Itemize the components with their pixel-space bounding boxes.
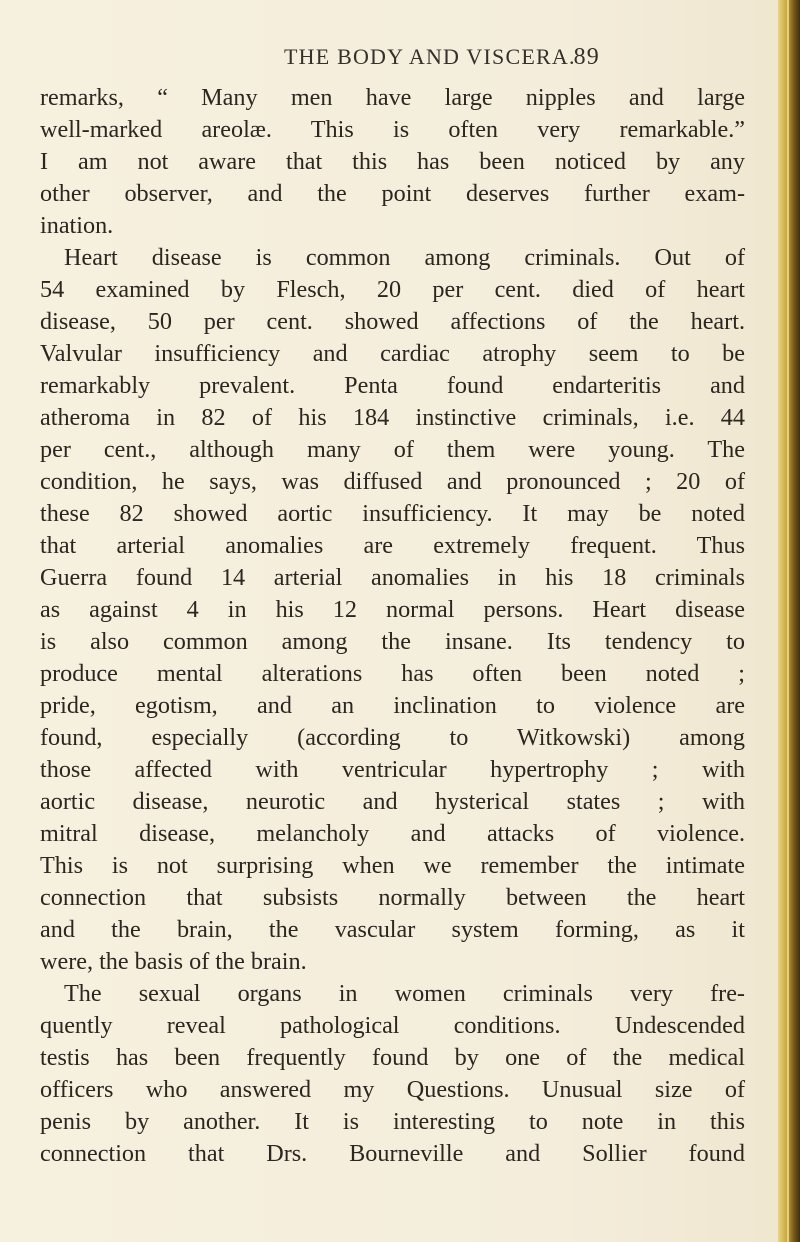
text-line: pride, egotism, and an inclination to violence are <box>40 692 745 719</box>
page-number: 89 <box>573 44 600 70</box>
text-line: Valvular insufficiency and cardiac atrophy seem to be <box>40 340 745 367</box>
text-line: disease, 50 per cent. showed affections of the heart. <box>40 308 745 335</box>
text-line: quently reveal pathological conditions. Undescended <box>40 1012 745 1039</box>
text-line: Heart disease is common among criminals. Out of <box>64 244 745 271</box>
text-line: and the brain, the vascular system forming, as it <box>40 916 745 943</box>
text-line: testis has been frequently found by one of the medical <box>40 1044 745 1071</box>
text-line: officers who answered my Questions. Unusual size of <box>40 1076 745 1103</box>
text-line: aortic disease, neurotic and hysterical states ; with <box>40 788 745 815</box>
text-line: The sexual organs in women criminals very fre- <box>64 980 745 1007</box>
gilt-page-edge <box>778 0 800 1242</box>
text-line: connection that subsists normally between the heart <box>40 884 745 911</box>
text-line: 54 examined by Flesch, 20 per cent. died of heart <box>40 276 745 303</box>
text-line: connection that Drs. Bourneville and Sollier found <box>40 1140 745 1167</box>
text-line: This is not surprising when we remember the intimate <box>40 852 745 879</box>
body-text <box>40 82 745 1170</box>
text-line: those affected with ventricular hypertrophy ; with <box>40 756 745 783</box>
text-line: I am not aware that this has been noticed by any <box>40 148 745 175</box>
text-line: found, especially (according to Witkowski) among <box>40 724 745 751</box>
text-line: these 82 showed aortic insufficiency. It may be noted <box>40 500 745 527</box>
text-line: as against 4 in his 12 normal persons. Heart disease <box>40 596 745 623</box>
text-line: is also common among the insane. Its tendency to <box>40 628 745 655</box>
text-line: penis by another. It is interesting to note in this <box>40 1108 745 1135</box>
text-line: atheroma in 82 of his 184 instinctive criminals, i.e. 44 <box>40 404 745 431</box>
text-line: well-marked areolæ. This is often very remarkable.” <box>40 116 745 143</box>
text-line: Guerra found 14 arterial anomalies in his 18 criminals <box>40 564 745 591</box>
text-line: remarks, “ Many men have large nipples and large <box>40 84 745 111</box>
text-line: produce mental alterations has often been noted ; <box>40 660 745 687</box>
page-edge-highlight <box>787 0 789 1242</box>
text-line: remarkably prevalent. Penta found endarteritis and <box>40 372 745 399</box>
text-line: that arterial anomalies are extremely frequent. Thus <box>40 532 745 559</box>
text-line: condition, he says, was diffused and pronounced ; 20 of <box>40 468 745 495</box>
text-line: mitral disease, melancholy and attacks of violence. <box>40 820 745 847</box>
text-line: other observer, and the point deserves further exam- <box>40 180 745 207</box>
text-line: ination. <box>40 212 114 239</box>
text-line: per cent., although many of them were young. The <box>40 436 745 463</box>
running-head-title: THE BODY AND VISCERA. <box>284 44 576 69</box>
text-line: were, the basis of the brain. <box>40 948 307 975</box>
